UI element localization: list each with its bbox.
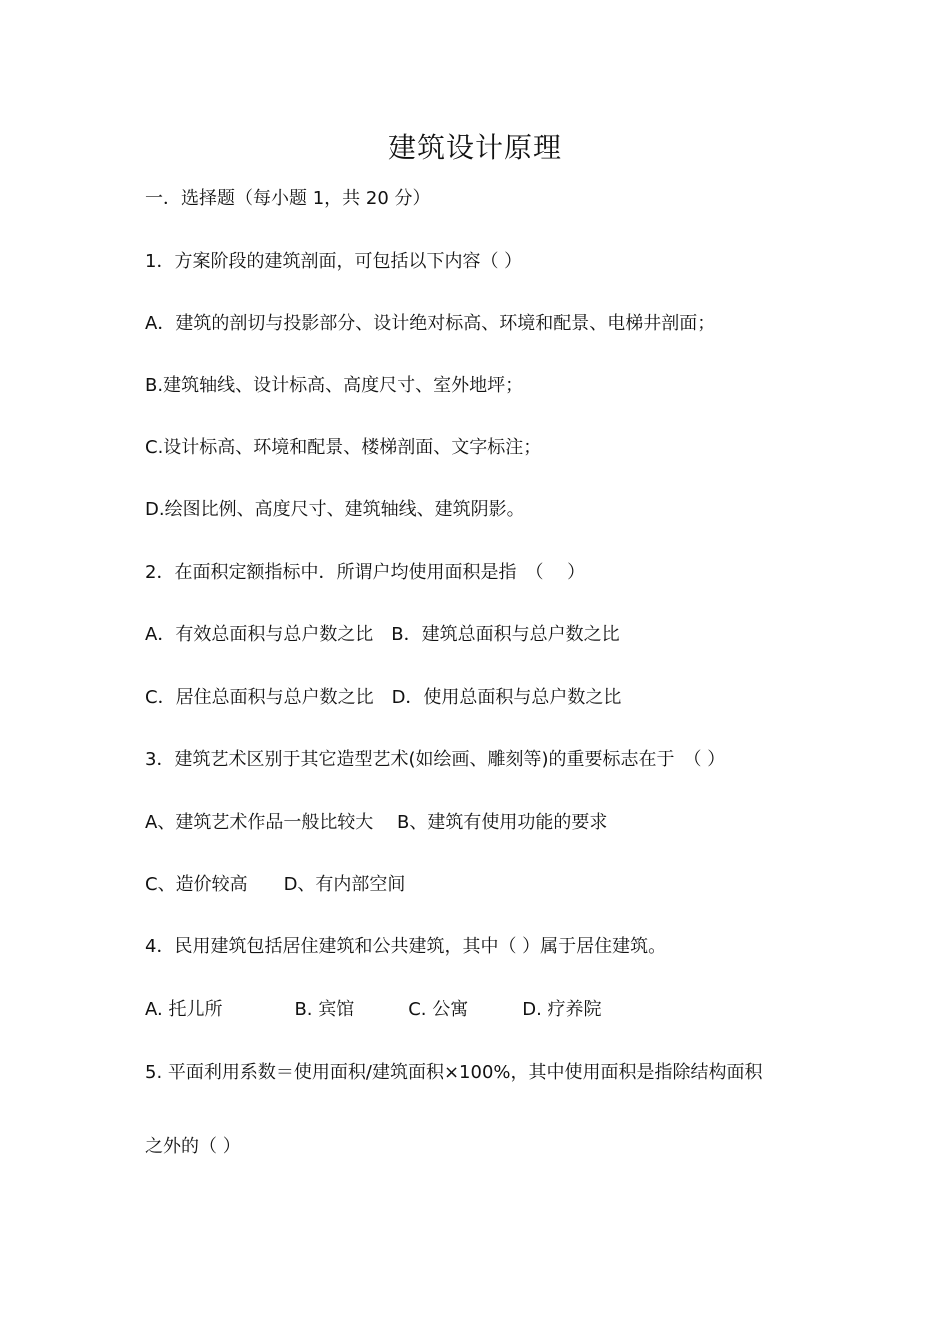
question-3-options-cd: C、造价较高 D、有内部空间 — [145, 874, 406, 895]
question-1-option-b: B.建筑轴线、设计标高、高度尺寸、室外地坪； — [145, 375, 524, 396]
question-1-stem: 1．方案阶段的建筑剖面，可包括以下内容（ ） — [145, 251, 523, 272]
question-1-option-d: D.绘图比例、高度尺寸、建筑轴线、建筑阴影。 — [145, 499, 525, 520]
question-4-stem: 4．民用建筑包括居住建筑和公共建筑，其中（ ）属于居住建筑。 — [145, 936, 667, 957]
question-2-options-ab: A．有效总面积与总户数之比 B．建筑总面积与总户数之比 — [145, 624, 620, 645]
question-1-option-c: C.设计标高、环境和配景、楼梯剖面、文字标注； — [145, 437, 542, 458]
section-heading: 一．选择题（每小题 1，共 20 分） — [145, 188, 431, 209]
document-title: 建筑设计原理 — [387, 131, 562, 164]
question-4-options: A. 托儿所 B. 宾馆 C. 公寓 D. 疗养院 — [145, 999, 602, 1020]
question-5-continuation: 之外的（ ） — [145, 1136, 241, 1157]
question-3-options-ab: A、建筑艺术作品一般比较大 B、建筑有使用功能的要求 — [145, 812, 608, 833]
question-5-stem: 5. 平面利用系数＝使用面积/建筑面积×100%，其中使用面积是指除结构面积 — [145, 1062, 763, 1083]
question-1-option-a: A．建筑的剖切与投影部分、设计绝对标高、环境和配景、电梯井剖面； — [145, 313, 716, 334]
question-3-stem: 3．建筑艺术区别于其它造型艺术(如绘画、雕刻等)的重要标志在于 （ ） — [145, 749, 726, 770]
question-2-options-cd: C．居住总面积与总户数之比 D．使用总面积与总户数之比 — [145, 687, 622, 708]
question-2-stem: 2．在面积定额指标中．所谓户均使用面积是指 （ ） — [145, 562, 586, 583]
